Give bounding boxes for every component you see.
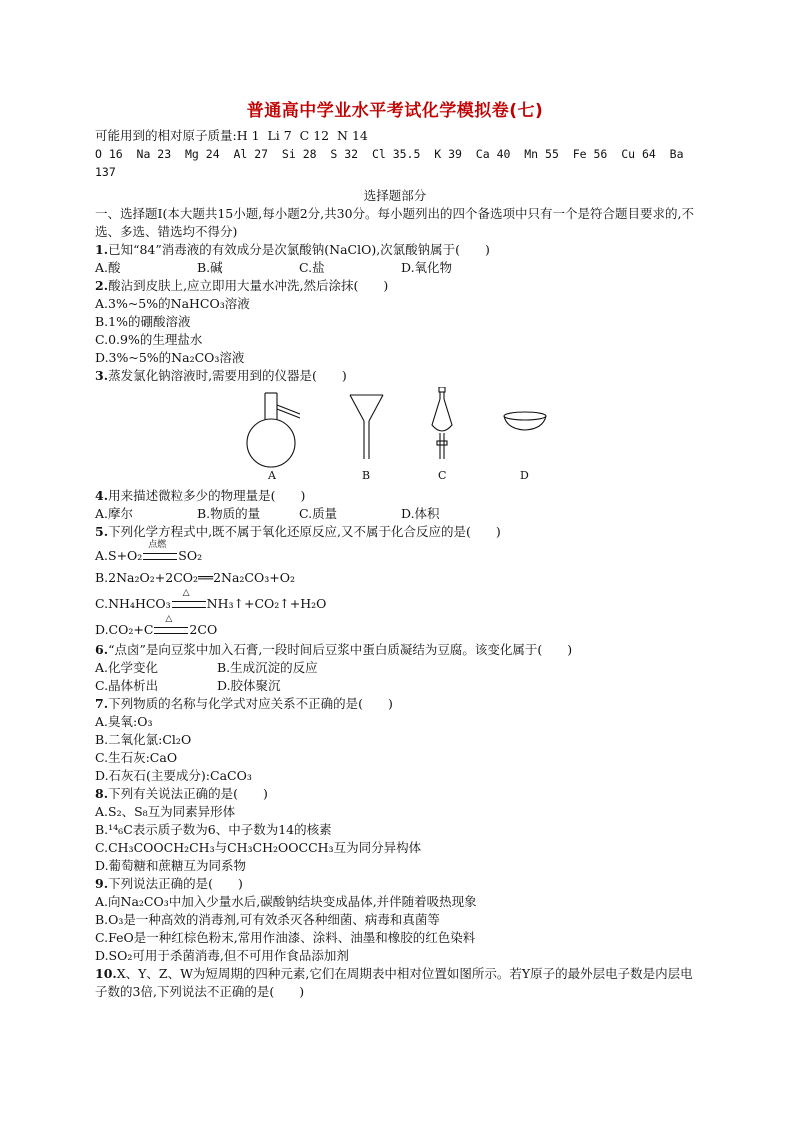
option-a: A.臭氧:O₃ <box>95 714 153 729</box>
apparatus-drawing <box>95 387 695 469</box>
question-number: 8. <box>95 786 109 801</box>
equation-reactants: C.NH₄HCO₃ <box>95 596 171 611</box>
question-1-options <box>95 259 695 277</box>
question-6-options-row-2 <box>95 677 695 695</box>
question-number: 6. <box>95 642 109 657</box>
apparatus-label-b: B <box>362 469 371 482</box>
equation-products: NH₃↑+CO₂↑+H₂O <box>206 596 327 611</box>
evaporating-dish-icon <box>504 412 546 430</box>
reaction-condition: △ <box>165 614 173 624</box>
option-a: A.向Na₂CO₃中加入少量水后,碳酸钠结块变成晶体,并伴随着吸热现象 <box>95 894 477 909</box>
apparatus-label-d: D <box>520 469 529 482</box>
question-number: 10. <box>95 966 117 981</box>
question-2 <box>95 277 695 295</box>
option-c: C.FeO是一种红棕色粉末,常用作油漆、涂料、油墨和橡胶的红色染料 <box>95 930 476 945</box>
option-d: D.3%~5%的Na₂CO₃溶液 <box>95 350 245 365</box>
reaction-condition: 点燃 <box>148 540 167 550</box>
apparatus-label-a: A <box>268 469 276 482</box>
question-stem: X、Y、Z、W为短周期的四种元素,它们在周期表中相对位置如图所示。若Y原子的最外层电子数是内层电子数的3倍,下列说法不正确的是( ) <box>95 966 693 999</box>
option-b: B.碱 <box>197 260 223 275</box>
option-d: D.石灰石(主要成分):CaCO₃ <box>95 768 252 783</box>
exam-title: 普通高中学业水平考试化学模拟卷(七) <box>246 101 544 121</box>
reaction-arrow <box>142 540 178 567</box>
equation-products: SO₂ <box>178 548 203 563</box>
option-c: C.生石灰:CaO <box>95 750 178 765</box>
question-stem: 下列说法正确的是( ) <box>108 876 243 891</box>
reaction-condition: △ <box>182 588 190 598</box>
question-6 <box>95 641 695 659</box>
equation-reactants: D.CO₂+C <box>95 622 154 637</box>
question-4 <box>95 487 695 505</box>
question-1 <box>95 241 695 259</box>
question-number: 4. <box>95 488 109 503</box>
option-a: A.化学变化 <box>95 660 159 675</box>
question-8 <box>95 785 695 803</box>
option-a: A.S₂、S₈互为同素异形体 <box>95 804 236 819</box>
question-stem: 已知“84”消毒液的有效成分是次氯酸钠(NaClO),次氯酸钠属于( ) <box>108 242 490 257</box>
option-d: D.体积 <box>401 506 440 521</box>
section-title: 选择题部分 <box>363 188 427 203</box>
funnel-icon <box>350 395 383 459</box>
question-stem: 蒸发氯化钠溶液时,需要用到的仪器是( ) <box>108 368 347 383</box>
question-10 <box>95 965 695 1001</box>
question-number: 2. <box>95 278 109 293</box>
option-a: A.酸 <box>95 260 121 275</box>
question-number: 5. <box>95 524 109 539</box>
separatory-funnel-icon <box>432 387 452 459</box>
equation-reactants: A.S+O₂ <box>95 548 143 563</box>
question-4-options <box>95 505 695 523</box>
option-b: B.¹⁴₆C表示质子数为6、中子数为14的核素 <box>95 822 332 837</box>
question-number: 3. <box>95 368 109 383</box>
option-b: B.二氧化氯:Cl₂O <box>95 732 192 747</box>
question-stem: 下列有关说法正确的是( ) <box>108 786 268 801</box>
question-number: 1. <box>95 242 109 257</box>
option-b: B.2Na₂O₂+2CO₂══2Na₂CO₃+O₂ <box>95 570 295 585</box>
option-c: C.晶体析出 <box>95 678 159 693</box>
atomic-mass-line-1: 可能用到的相对原子质量:H 1 Li 7 C 12 N 14 <box>95 128 368 143</box>
question-3 <box>95 367 695 385</box>
option-d: D.葡萄糖和蔗糖互为同系物 <box>95 858 247 873</box>
option-a <box>95 540 695 567</box>
option-c: C.质量 <box>299 506 338 521</box>
question-number: 7. <box>95 696 109 711</box>
section-intro: 一、选择题Ⅰ(本大题共15小题,每小题2分,共30分。每小题列出的四个备选项中只有一个是符合题目要求的,不选、多选、错选均不得分) <box>95 206 695 239</box>
option-d: D.氧化物 <box>401 260 453 275</box>
atomic-mass-line-2: O 16 Na 23 Mg 24 Al 27 Si 28 S 32 Cl 35.5 K 39 Ca 40 Mn 55 Fe 56 Cu 64 Ba <box>95 147 684 161</box>
question-6-options-row-1 <box>95 659 695 677</box>
option-b: B.O₃是一种高效的消毒剂,可有效杀灭各种细菌、病毒和真菌等 <box>95 912 440 927</box>
option-c: C.0.9%的生理盐水 <box>95 332 203 347</box>
question-stem: 酸沾到皮肤上,应立即用大量水冲洗,然后涂抹( ) <box>108 278 389 293</box>
option-b: B.物质的量 <box>197 506 261 521</box>
question-9 <box>95 875 695 893</box>
distillation-flask-icon <box>247 393 300 467</box>
question-stem: 用来描述微粒多少的物理量是( ) <box>108 488 306 503</box>
reaction-arrow <box>153 614 189 641</box>
exam-page <box>95 96 695 1001</box>
question-stem: 下列化学方程式中,既不属于氧化还原反应,又不属于化合反应的是( ) <box>108 524 501 539</box>
equation-products: 2CO <box>189 622 218 637</box>
option-c: C.CH₃COOCH₂CH₃与CH₃CH₂OOCCH₃互为同分异构体 <box>95 840 422 855</box>
question-5 <box>95 523 695 541</box>
apparatus-figure <box>95 387 695 487</box>
apparatus-label-c: C <box>438 469 447 482</box>
question-stem: “点卤”是向豆浆中加入石膏,一段时间后豆浆中蛋白质凝结为豆腐。该变化属于( ) <box>108 642 573 657</box>
question-stem: 下列物质的名称与化学式对应关系不正确的是( ) <box>108 696 393 711</box>
option-b: B.1%的硼酸溶液 <box>95 314 191 329</box>
option-d: D.胶体聚沉 <box>217 678 281 693</box>
atomic-mass-line-3: 137 <box>95 165 116 179</box>
option-c <box>95 588 695 615</box>
question-number: 9. <box>95 876 109 891</box>
option-d: D.SO₂可用于杀菌消毒,但不可用作食品添加剂 <box>95 948 349 963</box>
option-a: A.摩尔 <box>95 506 134 521</box>
reaction-arrow <box>171 588 207 615</box>
question-7 <box>95 695 695 713</box>
option-c: C.盐 <box>299 260 325 275</box>
option-a: A.3%~5%的NaHCO₃溶液 <box>95 296 250 311</box>
option-d <box>95 614 695 641</box>
option-b: B.生成沉淀的反应 <box>217 660 318 675</box>
